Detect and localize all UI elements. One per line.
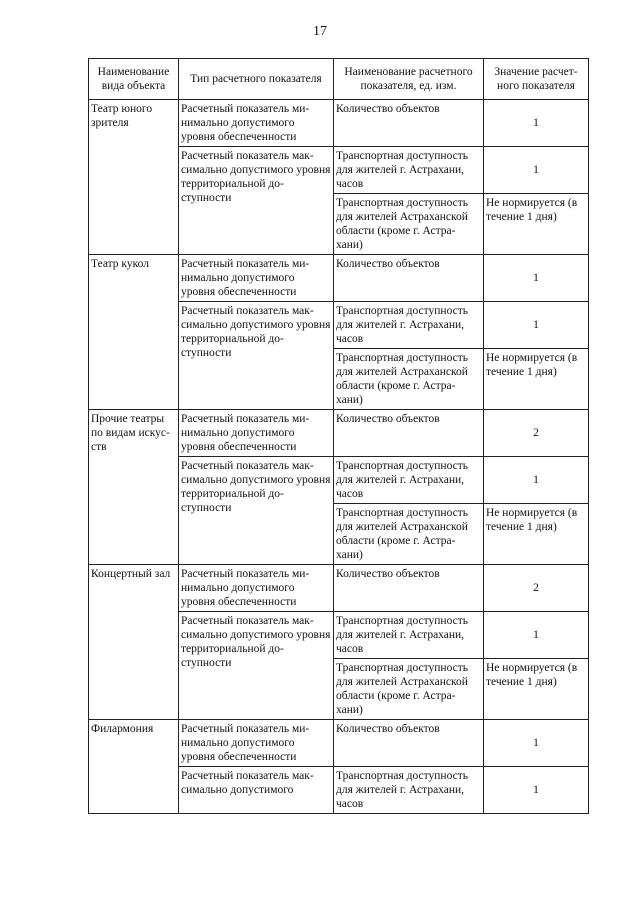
header-value: Значение расчет-ного показателя: [484, 59, 589, 100]
region-access-indicator-name: Транспортная доступность для жителей Астраханской области (кроме г. Астра-хани): [334, 504, 484, 565]
region-access-indicator-value: Не нормируется (в течение 1 дня): [484, 194, 589, 255]
count-indicator-value: 2: [484, 410, 589, 457]
city-access-indicator-value: 1: [484, 302, 589, 349]
table-row: [89, 410, 589, 457]
object-name: Концертный зал: [89, 565, 179, 720]
table-row: [89, 100, 589, 147]
count-indicator-name: Количество объектов: [334, 255, 484, 302]
city-access-indicator-value: 1: [484, 767, 589, 814]
header-type: Тип расчетного показателя: [179, 59, 334, 100]
count-indicator-value: 2: [484, 565, 589, 612]
city-access-indicator-name: Транспортная доступность для жителей г. Астрахани, часов: [334, 302, 484, 349]
min-indicator-type: Расчетный показатель ми-нимально допустимого уровня обеспеченности: [179, 565, 334, 612]
region-access-indicator-name: Транспортная доступность для жителей Астраханской области (кроме г. Астра-хани): [334, 659, 484, 720]
count-indicator-name: Количество объектов: [334, 720, 484, 767]
region-access-indicator-name: Транспортная доступность для жителей Астраханской области (кроме г. Астра-хани): [334, 194, 484, 255]
city-access-indicator-value: 1: [484, 457, 589, 504]
city-access-indicator-name: Транспортная доступность для жителей г. Астрахани, часов: [334, 767, 484, 814]
object-name: Театр кукол: [89, 255, 179, 410]
max-indicator-type: Расчетный показатель мак-симально допустимого уровня территориальной до-ступности: [179, 612, 334, 720]
region-access-indicator-value: Не нормируется (в течение 1 дня): [484, 504, 589, 565]
max-indicator-type: Расчетный показатель мак-симально допустимого уровня территориальной до-ступности: [179, 302, 334, 410]
count-indicator-name: Количество объектов: [334, 565, 484, 612]
header-name: Наименование расчетного показателя, ед. изм.: [334, 59, 484, 100]
count-indicator-name: Количество объектов: [334, 100, 484, 147]
count-indicator-name: Количество объектов: [334, 410, 484, 457]
city-access-indicator-name: Транспортная доступность для жителей г. Астрахани, часов: [334, 147, 484, 194]
table-row: [89, 720, 589, 767]
min-indicator-type: Расчетный показатель ми-нимально допустимого уровня обеспеченности: [179, 720, 334, 767]
min-indicator-type: Расчетный показатель ми-нимально допустимого уровня обеспеченности: [179, 410, 334, 457]
table-header-row: [89, 59, 589, 100]
city-access-indicator-value: 1: [484, 147, 589, 194]
max-indicator-type: Расчетный показатель мак-симально допустимого уровня территориальной до-ступности: [179, 147, 334, 255]
city-access-indicator-name: Транспортная доступность для жителей г. Астрахани, часов: [334, 457, 484, 504]
object-name: Театр юного зрителя: [89, 100, 179, 255]
max-indicator-type: Расчетный показатель мак-симально допустимого уровня территориальной до-ступности: [179, 457, 334, 565]
region-access-indicator-value: Не нормируется (в течение 1 дня): [484, 659, 589, 720]
object-name: Прочие театры по видам искус-ств: [89, 410, 179, 565]
table-row: [89, 255, 589, 302]
table-row: [89, 565, 589, 612]
min-indicator-type: Расчетный показатель ми-нимально допустимого уровня обеспеченности: [179, 100, 334, 147]
region-access-indicator-value: Не нормируется (в течение 1 дня): [484, 349, 589, 410]
count-indicator-value: 1: [484, 100, 589, 147]
city-access-indicator-name: Транспортная доступность для жителей г. Астрахани, часов: [334, 612, 484, 659]
table-body: [89, 100, 589, 814]
city-access-indicator-value: 1: [484, 612, 589, 659]
object-name: Филармония: [89, 720, 179, 814]
min-indicator-type: Расчетный показатель ми-нимально допустимого уровня обеспеченности: [179, 255, 334, 302]
region-access-indicator-name: Транспортная доступность для жителей Астраханской области (кроме г. Астра-хани): [334, 349, 484, 410]
header-object: Наименование вида объекта: [89, 59, 179, 100]
count-indicator-value: 1: [484, 255, 589, 302]
indicators-table: [88, 58, 589, 814]
max-indicator-type: Расчетный показатель мак-симально допустимого: [179, 767, 334, 814]
count-indicator-value: 1: [484, 720, 589, 767]
page-number: 17: [313, 24, 327, 39]
